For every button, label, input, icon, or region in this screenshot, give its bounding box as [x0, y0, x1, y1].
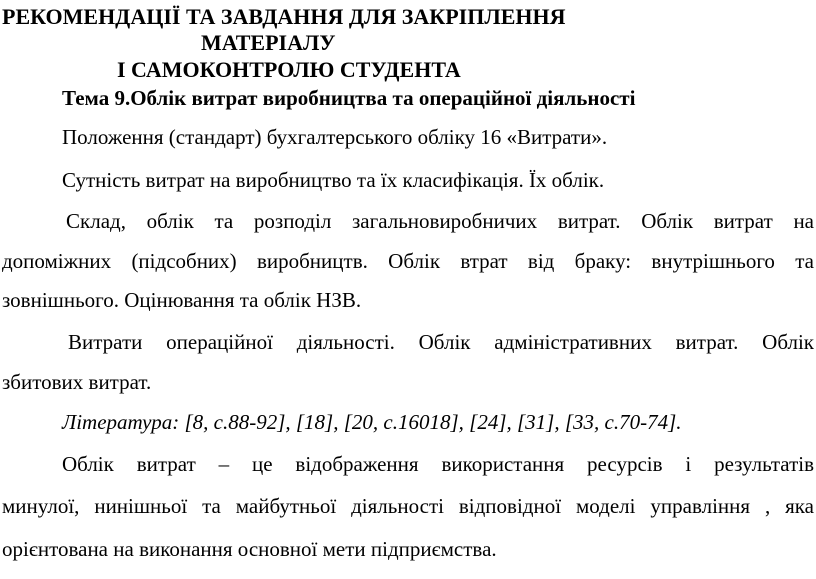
paragraph-definition-text-1: Облік витрат – це відображення використання ресурсів і результатів	[62, 452, 814, 476]
paragraph-composition-text-1: Склад, облік та розподіл загальновиробничих витрат. Облік витрат на	[66, 209, 814, 233]
paragraph-definition-line-3: орієнтована на виконання основної мети підприємства.	[2, 537, 497, 561]
heading-line-2: МАТЕРІАЛУ	[201, 30, 336, 55]
paragraph-definition-line-1	[62, 451, 814, 477]
literature-reference: Література: [8, с.88-92], [18], [20, с.16018], [24], [31], [33, с.70-74].	[62, 410, 682, 434]
paragraph-operating-text-1: Витрати операційної діяльності. Облік адміністративних витрат. Облік	[68, 330, 814, 354]
paragraph-composition-line-2	[2, 248, 814, 274]
heading-line-3: І САМОКОНТРОЛЮ СТУДЕНТА	[117, 57, 461, 82]
paragraph-definition-text-2: минулої, нинішньої та майбутньої діяльності відповідної моделі управління , яка	[2, 494, 814, 518]
paragraph-essence: Сутність витрат на виробництво та їх класифікація. Їх облік.	[62, 168, 605, 192]
heading-line-1: РЕКОМЕНДАЦІЇ ТА ЗАВДАННЯ ДЛЯ ЗАКРІПЛЕННЯ	[2, 4, 566, 29]
paragraph-definition-line-2	[2, 493, 814, 519]
paragraph-standard: Положення (стандарт) бухгалтерського обліку 16 «Витрати».	[62, 125, 608, 149]
paragraph-composition-line-3: зовнішнього. Оцінювання та облік НЗВ.	[2, 288, 362, 312]
paragraph-operating-line-2: збитових витрат.	[2, 370, 152, 394]
paragraph-composition-text-2: допоміжних (підсобних) виробництв. Облік втрат від браку: внутрішнього та	[2, 249, 814, 273]
topic-title: Тема 9.Облік витрат виробництва та операційної діяльності	[62, 86, 636, 110]
paragraph-operating-line-1	[68, 329, 814, 355]
paragraph-composition-line-1	[66, 208, 814, 234]
